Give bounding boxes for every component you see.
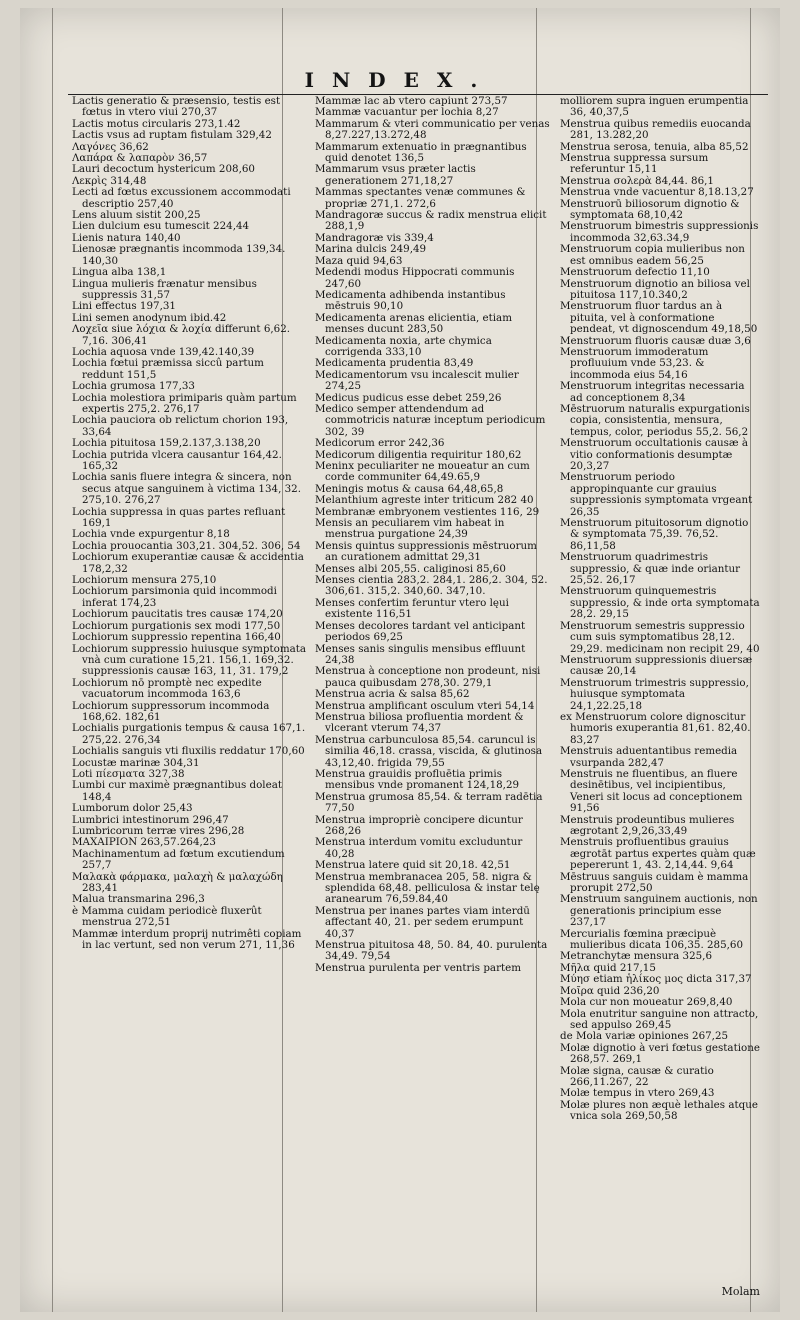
index-entry: Menstruis prodeuntibus mulieres ægrotant 2,9,26,33,49 [560, 813, 735, 837]
index-entry: Menstruorum immoderatum profluuium vnde 53,23. & incommoda eius 54,16 [560, 345, 709, 381]
index-entry: Lochia vnde expurgentur 8,18 [72, 528, 230, 541]
index-entry: Mammas spectantes venæ communes & propriæ 271,1. 272,6 [315, 186, 526, 210]
index-column-3 [560, 96, 760, 1123]
index-entry: Menstruorum periodo appropinquante cur grauius suppressionis symptomata vrgeant 26,35 [560, 471, 753, 518]
index-entry: Medico semper attendendum ad commotricis naturæ inceptum periodicum 302, 39 [315, 402, 546, 438]
index-entry: Medicus pudicus esse debet 259,26 [315, 391, 502, 404]
index-entry: Malua transmarina 296,3 [72, 893, 205, 906]
index-entry: Menstruorum quinquemestris suppressio, & inde orta symptomata 28,2. 29,15 [560, 585, 760, 621]
index-entry: Molæ plures non æquè lethales atque vnica sola 269,50,58 [560, 1098, 758, 1123]
index-entry: Lochialis sanguis vti fluxilis reddatur 170,60 [72, 745, 305, 758]
index-entry: Lochiorum suppressio huiusque symptomata vnà cum curatione 15,21. 156,1. 169,32. suppressionis causæ 163, 11, 31. 179,2 [72, 642, 307, 678]
index-entry: Lochiorum exuperantiæ causæ & accidentia 178,2,32 [72, 551, 304, 575]
left-margin-rule [52, 8, 53, 1312]
index-entry: Mammæ vacuantur per lochia 8,27 [315, 106, 499, 119]
index-entry: Menstrua interdum vomitu excluduntur 40,28 [315, 836, 523, 860]
index-entry: Menstruorum fluoris causæ duæ 3,6 [560, 334, 751, 347]
index-entry: Medendi modus Hippocrati communis 247,60 [315, 266, 515, 290]
index-entry: Lochia molestiora primiparis quàm partum expertis 275,2. 276,17 [72, 391, 297, 415]
index-entry: Mammarum vsus præter lactis generationem 271,18,27 [315, 163, 476, 187]
index-column-1 [72, 96, 308, 951]
index-entry: Lochia fœtui præmissa siccû partum reddunt 151,5 [72, 357, 264, 381]
index-entry: Lochia pituitosa 159,2.137,3.138,20 [72, 437, 261, 450]
page-title: INDEX. [304, 68, 496, 92]
index-entry: Menstruorum dignotio an biliosa vel pituitosa 117,10.340,2 [560, 277, 750, 301]
index-entry: Lochiorum parsimonia quid incommodi inferat 174,23 [72, 585, 277, 609]
index-entry: Menstruorum suppressionis diuersæ causæ 20,14 [560, 653, 753, 678]
index-entry: Loti πίεσματα 327,38 [72, 767, 185, 780]
index-entry: Λαπάρα & λαπαρὸν 36,57 [72, 152, 208, 165]
index-entry: Menstruorum pituitosorum dignotio & symptomata 75,39. 76,52. 86,11,58 [560, 517, 749, 552]
index-entry: Lochia aquosa vnde 139,42.140,39 [72, 345, 255, 358]
index-entry: Lochia suppressa in quas partes refluant 169,1 [72, 505, 286, 530]
index-entry: Membranæ embryonem vestientes 116, 29 [315, 505, 540, 518]
catchword: Molam [721, 1285, 760, 1298]
index-entry: Melanthium agreste inter triticum 282 40 [315, 494, 534, 507]
index-entry: Menstrua à conceptione non prodeunt, nisi pauca quibusdam 278,30. 279,1 [315, 665, 541, 689]
index-entry: Menstruorū biliosorum dignotio & symptomata 68,10,42 [560, 197, 740, 222]
index-entry: Menstruorum quadrimestris suppressio, & quæ inde oriantur 25,52. 26,17 [560, 551, 741, 587]
index-entry: Menstrua serosa, tenuia, alba 85,52 [560, 140, 749, 153]
index-entry: Menstrua latere quid sit 20,18. 42,51 [315, 859, 511, 872]
index-entry: molliorem supra inguen erumpentia 36, 40,37,5 [560, 95, 749, 119]
index-column-2 [315, 96, 551, 974]
index-entry: Metranchytæ mensura 325,6 [560, 950, 712, 963]
index-entry: Lien dulcium esu tumescit 224,44 [72, 220, 250, 233]
index-entry: Lingua alba 138,1 [72, 266, 167, 279]
index-entry: Menses cientia 283,2. 284,1. 286,2. 304, 52. 306,61. 315,2. 340,60. 347,10. [315, 574, 548, 598]
index-entry: Menstrua biliosa profluentia mordent & vlcerant vterum 74,37 [315, 710, 524, 735]
index-entry: Menstruorum semestris suppressio cum suis symptomatibus 28,12. 29,29. medicinam non recipit 29, 40 [560, 619, 760, 655]
index-entry: Lens aluum sistit 200,25 [72, 209, 201, 222]
index-entry: Locustæ marinæ 304,31 [72, 756, 200, 769]
index-entry: Mēstruus sanguis cuidam è mamma prorupit 272,50 [560, 870, 749, 895]
index-entry: Μῆλα quid 217,15 [560, 961, 656, 974]
index-entry: Mandragoræ vis 339,4 [315, 231, 434, 244]
book-page [20, 8, 780, 1312]
index-entry: Mola cur non moueatur 269,8,40 [560, 996, 733, 1009]
index-entry: Menstrua pituitosa 48, 50. 84, 40. purulenta 34,49. 79,54 [315, 939, 548, 963]
index-entry: Medicorum error 242,36 [315, 437, 445, 450]
index-entry: ex Menstruorum colore dignoscitur humoris exuperantia 81,61. 82,40. 83,27 [560, 710, 751, 746]
index-entry: Menstruis aduentantibus remedia vsurpanda 282,47 [560, 745, 738, 769]
index-entry: Menstruum sanguinem auctionis, non generationis principium esse 237,17 [560, 893, 758, 929]
index-entry: Menstrua grauidis profluētia primis mensibus vnde promanent 124,18,29 [315, 767, 520, 792]
index-entry: Lochia grumosa 177,33 [72, 380, 195, 393]
index-entry: Medicorum diligentia requiritur 180,62 [315, 448, 522, 461]
index-entry: Menstrua per inanes partes viam interdū affectant 40, 21. per sedem erumpunt 40,37 [315, 904, 530, 940]
index-entry: Medicamenta arenas elicientia, etiam menses ducunt 283,50 [315, 311, 512, 336]
index-entry: Lauri decoctum hystericum 208,60 [72, 163, 255, 176]
index-entry: Menstruorum occultationis causæ à vitio conformationis desumptæ 20,3,27 [560, 437, 748, 472]
index-entry: Λοχεῖα siue λόχια & λοχία differunt 6,62. 7,16. 306,41 [72, 323, 291, 347]
index-entry: Menstrua carbunculosa 85,54. caruncul is similia 46,18. crassa, viscida, & glutinosa 43,12,40. frigida 79,55 [315, 733, 543, 769]
index-entry: Mercurialis fœmina præcipuè mulieribus dicata 106,35. 285,60 [560, 927, 744, 952]
index-entry: Menstruorum integritas necessaria ad conceptionem 8,34 [560, 380, 745, 404]
index-entry: Μύησ etiam ἡλίκος μος dicta 317,37 [560, 973, 752, 986]
index-entry: Meningis motus & causa 64,48,65,8 [315, 482, 504, 495]
index-entry: Machinamentum ad fœtum excutiendum 257,7 [72, 847, 285, 872]
index-entry: Medicamenta prudentia 83,49 [315, 357, 474, 370]
index-entry: Lumbrici intestinorum 296,47 [72, 813, 229, 826]
index-entry: Mēstruorum naturalis expurgationis copia, consistentia, mensura, tempus, color, periodus 55,2. 56,2 [560, 402, 750, 438]
index-entry: Mammæ interdum proprij nutrimêti copiam in lac vertunt, sed non verum 271, 11,36 [72, 927, 302, 952]
index-entry: Mola enutritur sanguine non attracto, sed appulso 269,45 [560, 1007, 759, 1031]
index-entry: de Mola variæ opiniones 267,25 [560, 1030, 729, 1043]
index-entry: Menstrua purulenta per ventris partem [315, 961, 521, 974]
index-entry: Molæ dignotio à veri fœtus gestatione 268,57. 269,1 [560, 1041, 760, 1066]
index-entry: Lienosæ prægnantis incommoda 139,34. 140,30 [72, 243, 286, 267]
index-entry: Menstruorum copia mulieribus non est omnibus eadem 56,25 [560, 243, 745, 267]
index-entry: Medicamenta noxia, arte chymica corrigenda 333,10 [315, 334, 492, 358]
index-entry: Menstrua grumosa 85,54. & terram radētia 77,50 [315, 790, 543, 815]
index-entry: Lochiorum purgationis sex modi 177,50 [72, 619, 281, 632]
index-entry: Menstrua suppressa sursum referuntur 15,11 [560, 152, 709, 176]
index-entry: Lochialis purgationis tempus & causa 167,1. 275,22. 276,34 [72, 722, 306, 746]
index-entry: Lumborum dolor 25,43 [72, 802, 193, 815]
index-entry: Lochia prouocantia 303,21. 304,52. 306, 54 [72, 539, 301, 552]
index-entry: Lumbi cur maximè prægnantibus doleat 148,4 [72, 779, 282, 803]
index-entry: Medicamenta adhibenda instantibus mēstruis 90,10 [315, 288, 506, 313]
index-entry: Molæ tempus in vtero 269,43 [560, 1087, 715, 1100]
index-entry: Menstrua vnde vacuentur 8,18.13,27 [560, 186, 754, 199]
index-entry: Λεκρὶς 314,48 [72, 174, 147, 187]
index-entry: Menstrua impropriè concipere dicuntur 268,26 [315, 813, 523, 837]
index-entry: Menstruorum defectio 11,10 [560, 266, 710, 279]
index-entry: ΜΑΧΑΙΡΙΟΝ 263,57.264,23 [72, 836, 216, 849]
index-entry: Marina dulcis 249,49 [315, 243, 427, 256]
index-entry: Menstruis profluentibus grauius ægrotāt partus expertes quàm quæ pepererunt 1, 43. 2,14,44. 9,64 [560, 836, 756, 872]
index-entry: è Mamma cuidam periodicè fluxerût menstrua 272,51 [72, 904, 262, 929]
index-entry: Lini effectus 197,31 [72, 300, 176, 313]
index-entry: Menstruorum bimestris suppressionis incommoda 32,63.34,9 [560, 220, 759, 244]
index-entry: Menstruis ne fluentibus, an fluere desinētibus, vel incipientibus, Veneri sit locus ad conceptionem 91,56 [560, 767, 743, 815]
index-entry: Lochia pauciora ob relictum chorion 193, 33,64 [72, 414, 289, 438]
index-entry: Lactis motus circularis 273,1.42 [72, 117, 241, 130]
index-entry: Mensis an peculiarem vim habeat in menstrua purgatione 24,39 [315, 517, 505, 541]
index-entry: Mandragoræ succus & radix menstrua elicit 288,1,9 [315, 209, 547, 233]
index-entry: Lochiorum suppressio repentina 166,40 [72, 631, 281, 644]
index-entry: Λαγόνες 36,62 [72, 140, 149, 153]
index-entry: Menstrua quibus remediis euocanda 281, 13.282,20 [560, 117, 751, 142]
index-entry: Menstrua σολερὰ 84,44. 86,1 [560, 174, 714, 187]
index-entry: Mammarum extenuatio in prægnantibus quid denotet 136,5 [315, 140, 527, 165]
index-entry: Menstrua amplificant osculum vteri 54,14 [315, 699, 535, 712]
index-entry: Lumbricorum terræ vires 296,28 [72, 825, 245, 837]
index-entry: Menses decolores tardant vel anticipant periodos 69,25 [315, 619, 526, 644]
index-entry: Meninx peculiariter ne moueatur an cum corde communiter 64,49.65,9 [315, 460, 530, 484]
index-entry: Menses confertim feruntur vtero lęui existente 116,51 [315, 596, 509, 621]
index-entry: Lactis vsus ad ruptam fistulam 329,42 [72, 129, 272, 142]
index-entry: Mammæ lac ab vtero capiunt 273,57 [315, 95, 508, 107]
index-entry: Μοῖρα quid 236,20 [560, 984, 660, 997]
index-entry: Lactis generatio & præsensio, testis est fœtus in vtero viui 270,37 [72, 95, 281, 119]
index-entry: Menstrua membranacea 205, 58. nigra & splendida 68,48. pelliculosa & instar telę aranearum 76,59.84,40 [315, 870, 540, 906]
index-entry: Maza quid 94,63 [315, 254, 403, 267]
index-entry: Lochiorum paucitatis tres causæ 174,20 [72, 608, 283, 621]
index-entry: Lochia putrida vlcera causantur 164,42. 165,32 [72, 448, 282, 472]
index-entry: Mammarum & vteri communicatio per venas 8,27.227,13.272,48 [315, 117, 550, 142]
index-entry: Molæ signa, causæ & curatio 266,11.267, 22 [560, 1064, 714, 1088]
index-entry: Lochiorum mensura 275,10 [72, 574, 217, 587]
index-entry: Lini semen anodynum ibid.42 [72, 311, 227, 324]
index-entry: Lecti ad fœtus excussionem accommodati descriptio 257,40 [72, 186, 291, 210]
index-entry: Menstruorum fluor tardus an à pituita, vel à conformatione pendeat, vt dignoscendum 49,18,50 [560, 300, 758, 336]
index-entry: Lochiorum suppressorum incommoda 168,62. 182,61 [72, 699, 270, 723]
index-entry: Μαλακὰ φάρμακα, μαλαχὴ & μαλαχώδη 283,41 [72, 870, 283, 895]
index-entry: Medicamentorum vsu incalescit mulier 274,25 [315, 368, 519, 393]
index-entry: Mensis quintus suppressionis mēstruorum an curationem admittat 29,31 [315, 539, 537, 564]
index-entry: Menstruorum trimestris suppressio, huiusque symptomata 24,1,22.25,18 [560, 676, 749, 712]
index-entry: Lingua mulieris frænatur mensibus suppressis 31,57 [72, 277, 257, 301]
index-entry: Menses albi 205,55. caliginosi 85,60 [315, 562, 506, 575]
index-entry: Menstrua acria & salsa 85,62 [315, 688, 470, 701]
index-entry: Menses sanis singulis mensibus effluunt 24,38 [315, 642, 526, 666]
index-entry: Lochiorum nō promptè nec expedite vacuatorum incommoda 163,6 [72, 676, 262, 701]
index-entry: Lochia sanis fluere integra & sincera, non secus atque sanguinem à victima 134, 32. 275,10. 276,27 [72, 471, 302, 507]
index-entry: Lienis natura 140,40 [72, 231, 181, 244]
